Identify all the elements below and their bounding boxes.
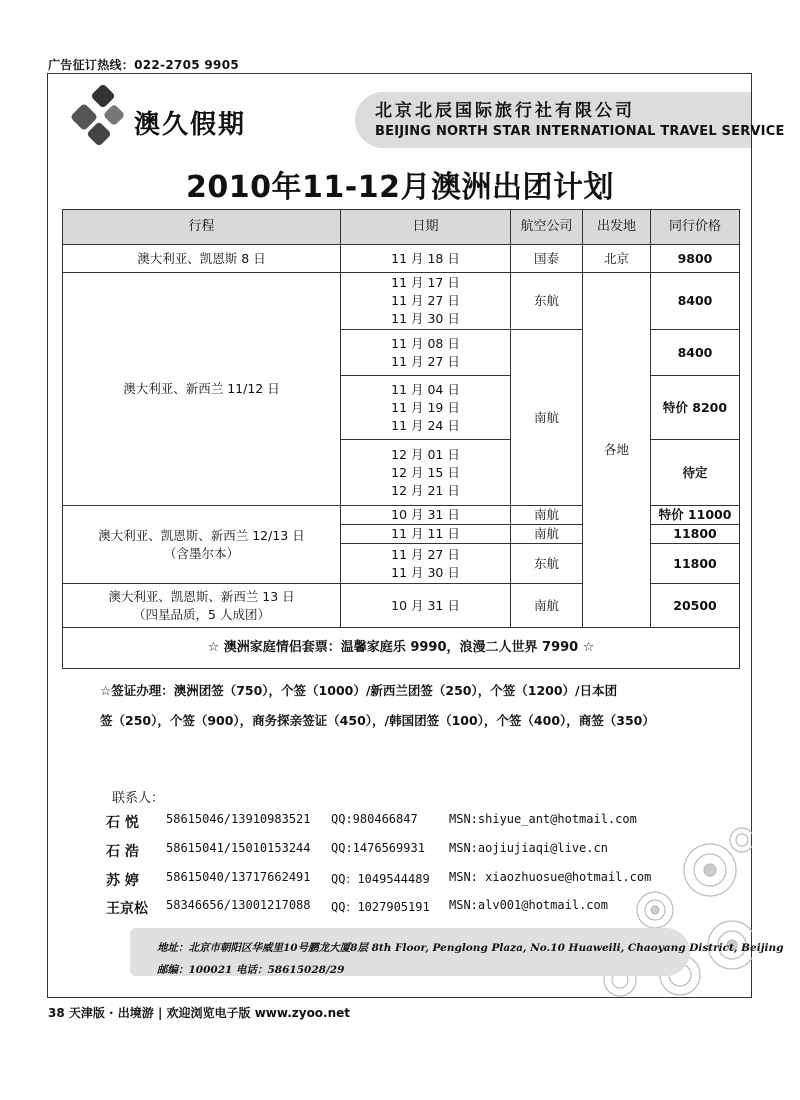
price-cell: 11800 (651, 544, 740, 584)
date-line: 12 月 15 日 (391, 464, 460, 480)
price-cell: 特价 11000 (651, 506, 740, 525)
date-line: 11 月 04 日 (391, 381, 460, 397)
family-offer: ☆ 澳洲家庭情侣套票：温馨家庭乐 9990，浪漫二人世界 7990 ☆ (63, 628, 740, 669)
contact-name: 苏 婷 (106, 873, 139, 889)
col-header-price: 同行价格 (651, 210, 740, 245)
tour-schedule-table (62, 209, 740, 669)
ad-hotline: 广告征订热线：022-2705 9905 (48, 58, 240, 72)
departure-cell: 各地 (583, 273, 651, 628)
contact-phone: 58615041/15010153244 (166, 841, 311, 855)
price-cell: 待定 (651, 440, 740, 506)
date-cell: 10 月 31 日 (341, 506, 511, 525)
date-line: 11 月 27 日 (391, 293, 460, 308)
price-cell: 8400 (651, 330, 740, 376)
airline-cell: 南航 (511, 584, 583, 628)
route-cell: 澳大利亚、凯恩斯 8 日 (63, 245, 341, 273)
company-name-en: BEIJING NORTH STAR INTERNATIONAL TRAVEL SERVICE (375, 124, 785, 139)
visa-line: ☆签证办理：澳洲团签（750），个签（1000）/新西兰团签（250），个签（1200）/日本团 (100, 683, 618, 698)
date-line: 11 月 08 日 (391, 335, 460, 351)
visa-line: 签（250），个签（900），商务探亲签证（450），/韩国团签（100），个签（400），商签（350） (100, 713, 655, 728)
date-cell: 10 月 31 日 (341, 584, 511, 628)
contact-phone: 58615040/13717662491 (166, 870, 311, 884)
date-line: 11 月 27 日 (391, 546, 460, 562)
contact-qq: QQ：1027905191 (331, 900, 430, 914)
date-line: 11 月 30 日 (391, 564, 460, 580)
contact-qq: QQ:1476569931 (331, 841, 425, 855)
col-header-airline: 航空公司 (511, 210, 583, 245)
contacts-label: 联系人： (112, 791, 165, 806)
airline-cell: 南航 (511, 330, 583, 506)
brand-name: 澳久假期 (134, 110, 247, 140)
address-line: 地址：北京市朝阳区华威里10号鹏龙大厦8层 8th Floor, Penglong Plaza, No.10 Huaweili, Chaoyang District, Beijing (157, 942, 784, 954)
date-cell (341, 544, 511, 584)
table-header-row (63, 210, 740, 245)
date-cell: 11 月 18 日 (341, 245, 511, 273)
date-line: 11 月 27 日 (391, 353, 460, 369)
date-cell (341, 440, 511, 506)
route-cell: 澳大利亚、新西兰 11/12 日 (63, 273, 341, 506)
airline-cell: 东航 (511, 273, 583, 330)
price-cell: 9800 (651, 245, 740, 273)
route-line: 澳大利亚、凯恩斯、新西兰 13 日 (108, 588, 295, 604)
contact-msn: MSN:shiyue_ant@hotmail.com (449, 812, 637, 826)
table-row (63, 628, 740, 669)
postcode-phone-line: 邮编：100021 电话：58615028/29 (157, 964, 345, 976)
contact-phone: 58615046/13910983521 (166, 812, 311, 826)
brand-logo-icon (68, 85, 133, 157)
route-cell (63, 584, 341, 628)
date-line: 12 月 01 日 (391, 446, 460, 462)
contact-qq: QQ：1049544489 (331, 872, 430, 886)
contact-name: 石 浩 (106, 844, 139, 860)
contact-msn: MSN: xiaozhuosue@hotmail.com (449, 870, 652, 884)
price-cell: 11800 (651, 525, 740, 544)
price-cell: 20500 (651, 584, 740, 628)
table-row (63, 245, 740, 273)
route-cell (63, 506, 341, 584)
airline-cell: 东航 (511, 544, 583, 584)
date-line: 11 月 17 日 (391, 275, 460, 290)
contact-msn: MSN:aojiujiaqi@live.cn (449, 841, 608, 855)
date-cell (341, 330, 511, 376)
route-line: （含墨尔本） (163, 545, 239, 561)
price-cell: 特价 8200 (651, 376, 740, 440)
route-line: 澳大利亚、凯恩斯、新西兰 12/13 日 (98, 527, 305, 543)
contact-name: 石 悦 (106, 815, 139, 831)
page-title: 2010年11-12月澳洲出团计划 (186, 170, 614, 205)
date-line: 12 月 21 日 (391, 482, 460, 498)
col-header-route: 行程 (63, 210, 341, 245)
col-header-departure: 出发地 (583, 210, 651, 245)
airline-cell: 南航 (511, 506, 583, 525)
col-header-date: 日期 (341, 210, 511, 245)
price-cell: 8400 (651, 273, 740, 330)
airline-cell: 南航 (511, 525, 583, 544)
contact-name: 王京松 (106, 901, 148, 917)
departure-cell: 北京 (583, 245, 651, 273)
route-line: （四星品质，5 人成团） (133, 606, 270, 622)
contact-phone: 58346656/13001217088 (166, 898, 311, 912)
table-row (63, 273, 740, 330)
page-footer: 38 天津版 · 出境游 | 欢迎浏览电子版 www.zyoo.net (48, 1006, 351, 1020)
date-cell: 11 月 11 日 (341, 525, 511, 544)
visa-info (100, 676, 720, 736)
airline-cell: 国泰 (511, 245, 583, 273)
date-line: 11 月 30 日 (391, 311, 460, 326)
date-cell (341, 273, 511, 330)
date-line: 11 月 19 日 (391, 399, 460, 415)
date-line: 11 月 24 日 (391, 417, 460, 433)
date-cell (341, 376, 511, 440)
company-name-cn: 北京北辰国际旅行社有限公司 (375, 101, 635, 121)
contact-qq: QQ:980466847 (331, 812, 418, 826)
contact-msn: MSN:alv001@hotmail.com (449, 898, 608, 912)
